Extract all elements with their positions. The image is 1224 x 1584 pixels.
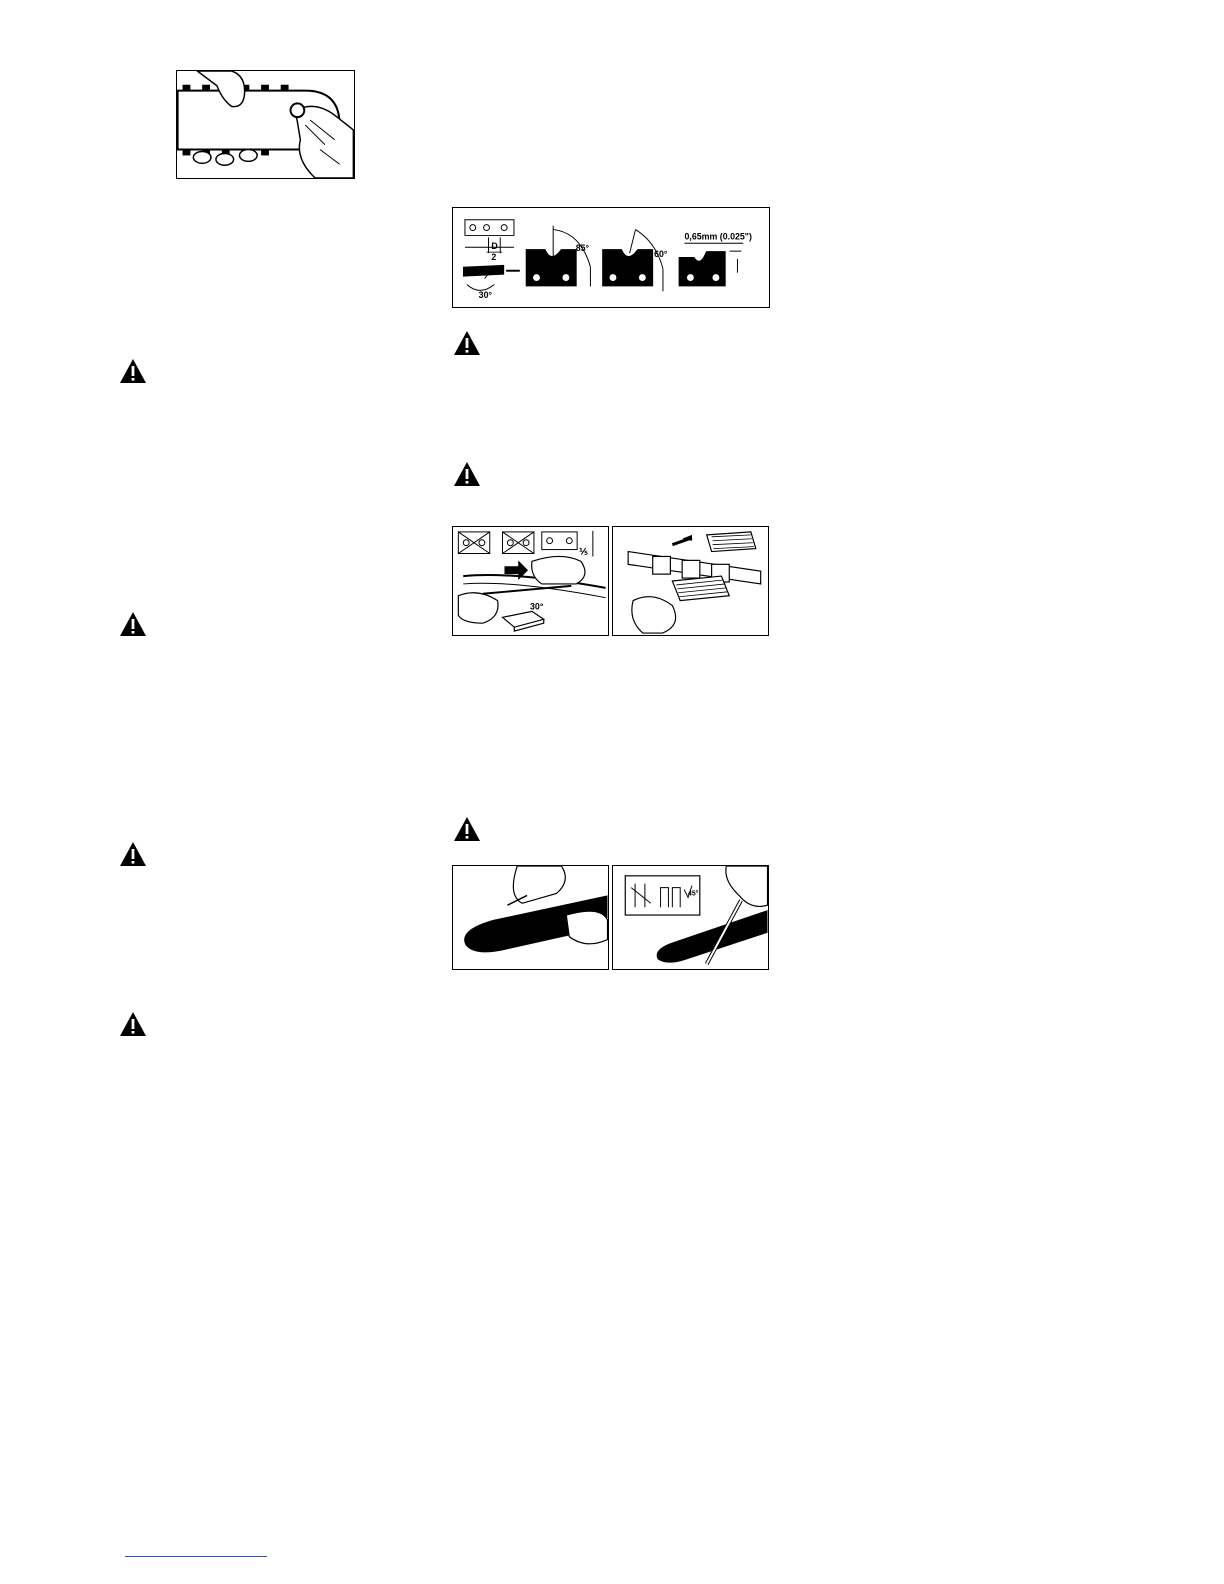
figure-filing-teeth: [452, 526, 609, 636]
figure-sharpening-specs: [452, 207, 770, 308]
figure-chain-check: [176, 70, 355, 179]
warning-triangle-icon: [118, 1010, 148, 1038]
warning-triangle-icon: [118, 610, 148, 638]
label-d: D: [491, 241, 498, 252]
label-angle-side: 60°: [654, 249, 668, 260]
label-fraction: ⅕: [579, 546, 588, 557]
warning-triangle-icon: [452, 460, 482, 488]
figure-bar-check: [452, 865, 609, 970]
hand-checking-chain-icon: [177, 71, 354, 178]
label-bevel-angle: 45°: [688, 890, 699, 898]
warning-triangle-icon: [452, 329, 482, 357]
warning-triangle-icon: [118, 357, 148, 385]
figure-depth-gauge-tool: [612, 526, 769, 636]
warning-triangle-icon: [452, 815, 482, 843]
warning-triangle-icon: [118, 840, 148, 868]
label-filing-angle: 30°: [530, 601, 544, 612]
label-d-divisor: 2: [491, 251, 497, 262]
figure-bar-dressing: [612, 865, 769, 970]
label-angle-file: 30°: [478, 290, 493, 301]
label-depth-gauge: 0,65mm (0.025"): [684, 231, 752, 242]
footer-link-line: [125, 1556, 267, 1557]
label-angle-top: 85°: [575, 243, 590, 254]
